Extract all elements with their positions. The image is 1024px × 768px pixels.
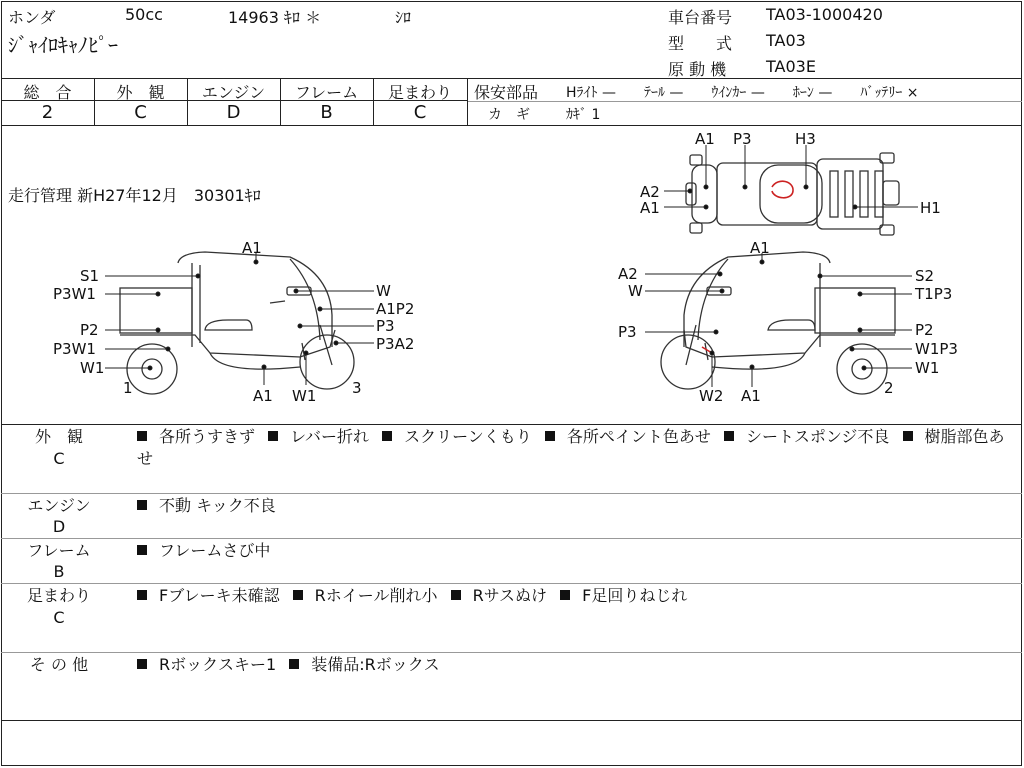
remark-item: Rサスぬけ xyxy=(472,586,548,605)
frame-no: TA03-1000420 xyxy=(766,5,883,24)
bullet-icon xyxy=(560,590,570,600)
left-label-p3w1-b: P3W1 xyxy=(53,340,96,358)
left-label-s1: S1 xyxy=(80,267,100,285)
remark-item: Rホイール削れ小 xyxy=(314,586,438,605)
frame-no-label: 車台番号 xyxy=(668,8,733,27)
remark-item: シートスポンジ不良 xyxy=(745,427,890,446)
type-label: 型 式 xyxy=(668,34,733,53)
right-label-w1p3: W1P3 xyxy=(915,340,958,358)
right-label-a2: A2 xyxy=(618,265,638,283)
remark-item: 装備品:Rボックス xyxy=(311,655,440,674)
remark-item: Rボックスキー1 xyxy=(159,655,277,674)
body-color: ｼﾛ xyxy=(395,8,412,27)
right-label-w2: W2 xyxy=(699,387,724,405)
right-label-a1-top: A1 xyxy=(750,239,770,257)
remark-suspension-items xyxy=(137,585,1015,607)
remarks-bottom-border xyxy=(1,720,1022,721)
col-divider-5 xyxy=(467,78,468,125)
remark-item: 各所うすきず xyxy=(159,427,256,446)
right-label-p2: P2 xyxy=(915,321,934,339)
remark-item: 不動 キック不良 xyxy=(159,496,276,515)
key-label: カ ギ xyxy=(488,107,530,123)
remarks-top-border xyxy=(1,424,1022,425)
remark-suspension-label: 足まわり xyxy=(26,586,91,605)
safety-items: Hﾗｲﾄ — ﾃｰﾙ — ｳｲﾝｶｰ — ﾎｰﾝ — ﾊﾞｯﾃﾘｰ × xyxy=(566,85,919,101)
bullet-icon xyxy=(268,431,278,441)
displacement: 50cc xyxy=(125,5,163,24)
remark-item: レバー折れ xyxy=(290,427,369,446)
left-label-a1-bottom: A1 xyxy=(253,387,273,405)
vehicle-diagram xyxy=(0,125,1024,425)
remark-item: スクリーンくもり xyxy=(404,427,532,446)
right-label-t1p3: T1P3 xyxy=(915,285,953,303)
left-label-p2: P2 xyxy=(80,321,99,339)
grade-engine-label: エンジン xyxy=(201,83,266,102)
left-label-w: W xyxy=(376,282,391,300)
running-record: 走行管理 新H27年12月 30301ｷﾛ xyxy=(8,186,261,205)
grade-suspension-label: 足まわり xyxy=(387,83,452,102)
grade-table-top xyxy=(1,78,1022,79)
type-value: TA03 xyxy=(766,31,806,50)
right-label-a1-bottom: A1 xyxy=(741,387,761,405)
remark-item: 樹脂部色あせ xyxy=(137,427,1005,468)
right-label-p3: P3 xyxy=(618,323,637,341)
remark-item: F足回りねじれ xyxy=(582,586,688,605)
remark-frame-items xyxy=(137,540,1015,562)
bullet-icon xyxy=(545,431,555,441)
remark-suspension-grade: C xyxy=(53,608,65,627)
remark-other-label: そ の 他 xyxy=(29,655,89,674)
grade-frame-label: フレーム xyxy=(294,83,359,102)
remark-exterior-items xyxy=(137,426,1015,470)
bullet-icon xyxy=(293,590,303,600)
maker: ホンダ xyxy=(8,8,56,27)
left-label-w1: W1 xyxy=(80,359,105,377)
right-label-w1: W1 xyxy=(915,359,940,377)
left-label-p3w1-a: P3W1 xyxy=(53,285,96,303)
damage-mark-top xyxy=(772,181,793,198)
grade-exterior-value: C xyxy=(134,102,147,123)
remark-exterior-label: 外 観 xyxy=(34,427,83,446)
engine-value: TA03E xyxy=(766,57,816,76)
remark-other-items xyxy=(137,654,1015,676)
bullet-icon xyxy=(137,545,147,555)
left-label-p3a2: P3A2 xyxy=(376,335,415,353)
grade-exterior-label: 外 観 xyxy=(116,83,165,102)
remark-frame-grade: B xyxy=(53,562,65,581)
left-label-1: 1 xyxy=(123,379,133,397)
left-label-a1p2: A1P2 xyxy=(376,300,415,318)
left-label-3: 3 xyxy=(352,379,362,397)
bullet-icon xyxy=(137,659,147,669)
remark-exterior-grade: C xyxy=(53,449,65,468)
left-label-p3: P3 xyxy=(376,317,395,335)
top-label-p3: P3 xyxy=(733,130,752,148)
remark-item: 各所ペイント色あせ xyxy=(566,427,711,446)
right-label-2: 2 xyxy=(884,379,894,397)
grade-engine-value: D xyxy=(226,102,241,123)
left-label-w1-bottom: W1 xyxy=(292,387,317,405)
bullet-icon xyxy=(903,431,913,441)
model-name: ｼﾞｬｲﾛｷｬﾉﾋﾟｰ xyxy=(8,33,118,57)
grade-overall-label: 総 合 xyxy=(23,83,72,102)
right-side-vehicle xyxy=(661,252,895,394)
key-value: ｶｷﾞ 1 xyxy=(566,107,601,123)
left-label-a1-top: A1 xyxy=(242,239,262,257)
grade-frame-value: B xyxy=(320,102,333,123)
bullet-icon xyxy=(137,590,147,600)
bullet-icon xyxy=(137,431,147,441)
remarks-divider-4 xyxy=(1,652,1022,653)
bullet-icon xyxy=(451,590,461,600)
right-label-s2: S2 xyxy=(915,267,935,285)
bullet-icon xyxy=(724,431,734,441)
grade-suspension-value: C xyxy=(413,102,427,123)
bullet-icon xyxy=(382,431,392,441)
bullet-icon xyxy=(137,500,147,510)
remark-item: フレームさび中 xyxy=(159,541,271,560)
top-label-a1: A1 xyxy=(695,130,715,148)
right-label-w: W xyxy=(628,282,643,300)
engine-label: 原 動 機 xyxy=(668,60,727,79)
top-label-a2: A2 xyxy=(640,183,660,201)
safety-label: 保安部品 xyxy=(474,83,539,102)
remarks-divider-2 xyxy=(1,538,1022,539)
grade-overall-value: 2 xyxy=(41,102,54,123)
top-label-a1b: A1 xyxy=(640,199,660,217)
remark-engine-label: エンジン xyxy=(27,496,91,515)
bullet-icon xyxy=(289,659,299,669)
remark-frame-label: フレーム xyxy=(27,541,91,560)
remark-item: Fブレーキ未確認 xyxy=(159,586,280,605)
mileage: 14963 ｷﾛ ＊ xyxy=(228,8,322,27)
remark-engine-items xyxy=(137,495,1015,517)
top-label-h3: H3 xyxy=(795,130,816,148)
left-side-vehicle xyxy=(120,252,354,394)
top-label-h1: H1 xyxy=(920,199,941,217)
remarks-divider-3 xyxy=(1,583,1022,584)
remarks-divider-1 xyxy=(1,493,1022,494)
remark-engine-grade: D xyxy=(52,517,66,536)
